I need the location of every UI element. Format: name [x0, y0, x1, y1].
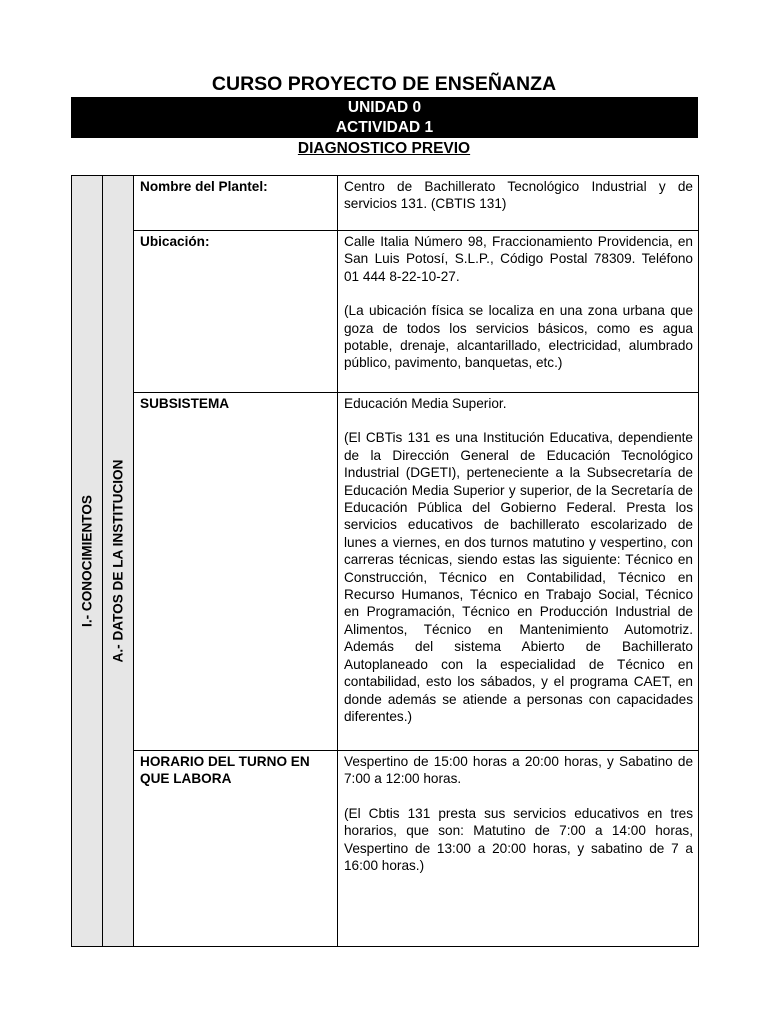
row-paragraph: (La ubicación física se localiza en una zona urbana que goza de todos los servicios básicos, como es agua potable, drenaje, alcantarillado, electricidad, alumbrado público, pavimento, banquetas, etc.) — [344, 303, 693, 371]
row-paragraph: Vespertino de 15:00 horas a 20:00 horas, y Sabatino de 7:00 a 12:00 horas. — [344, 754, 693, 787]
document-title: CURSO PROYECTO DE ENSEÑANZA — [211, 73, 557, 95]
row-paragraph: Educación Media Superior. — [344, 396, 507, 411]
activity-label: ACTIVIDAD 1 — [335, 119, 434, 136]
subsection-label-cell — [103, 176, 134, 947]
section-label: I.- CONOCIMIENTOS — [79, 495, 95, 627]
row-paragraph: (El Cbtis 131 presta sus servicios educativos en tres horarios, que son: Matutino de 7:00 a 14:00 horas, Vespertino de 13:00 a 20:00 horas, y sabatino de 7 a 16:00 horas.) — [344, 805, 693, 874]
row-label: HORARIO DEL TURNO EN QUE LABORA — [134, 751, 338, 947]
table-row — [72, 393, 699, 751]
unit-label: UNIDAD 0 — [347, 99, 422, 116]
row-label: SUBSISTEMA — [134, 393, 338, 751]
section-label-cell — [72, 176, 103, 947]
section-subtitle — [0, 139, 768, 159]
institution-data-table — [71, 175, 699, 947]
table-row — [72, 176, 699, 231]
row-paragraph: Calle Italia Número 98, Fraccionamiento Providencia, en San Luis Potosí, S.L.P., Código Postal 78309. Teléfono 01 444 8-22-10-27. — [344, 234, 693, 284]
table-row — [72, 231, 699, 393]
row-value — [338, 231, 699, 393]
row-label: Nombre del Plantel: — [134, 176, 338, 231]
row-value — [338, 751, 699, 947]
table-row — [72, 751, 699, 947]
row-paragraph: (El CBTis 131 es una Institución Educativa, dependiente de la Dirección General de Educación Tecnológico Industrial (DGETI), perteneciente a la Subsecretaría de Educación Media Superior y superior, de la Secretaría de Educación Pública del Gobierno Federal. Presta los servicios educativos de bachillerato escolarizado de lunes a viernes, en dos turnos matutino y vespertino, con carreras técnicas, siendo estas las siguiente: Técnico en Construcción, Técnico en Contabilidad, Técnico en Recurso Humanos, Técnico en Trabajo Social, Técnico en Programación, Técnico en Producción Industrial de Alimentos, Técnico en Mantenimiento Automotriz. Además del sistema Abierto de Bachillerato Autoplaneado con la especialidad de Técnico en contabilidad, esto los sábados, y el programa CAET, en donde además se atiende a personas con capacidades diferentes.) — [344, 430, 693, 724]
row-label: Ubicación: — [134, 231, 338, 393]
unit-activity-banner — [71, 97, 698, 138]
row-paragraph: Centro de Bachillerato Tecnológico Industrial y de servicios 131. (CBTIS 131) — [344, 179, 693, 212]
row-value — [338, 176, 699, 231]
row-value — [338, 393, 699, 751]
subsection-label: A.- DATOS DE LA INSTITUCION — [110, 459, 126, 663]
subtitle-text: DIAGNOSTICO PREVIO — [297, 140, 471, 157]
